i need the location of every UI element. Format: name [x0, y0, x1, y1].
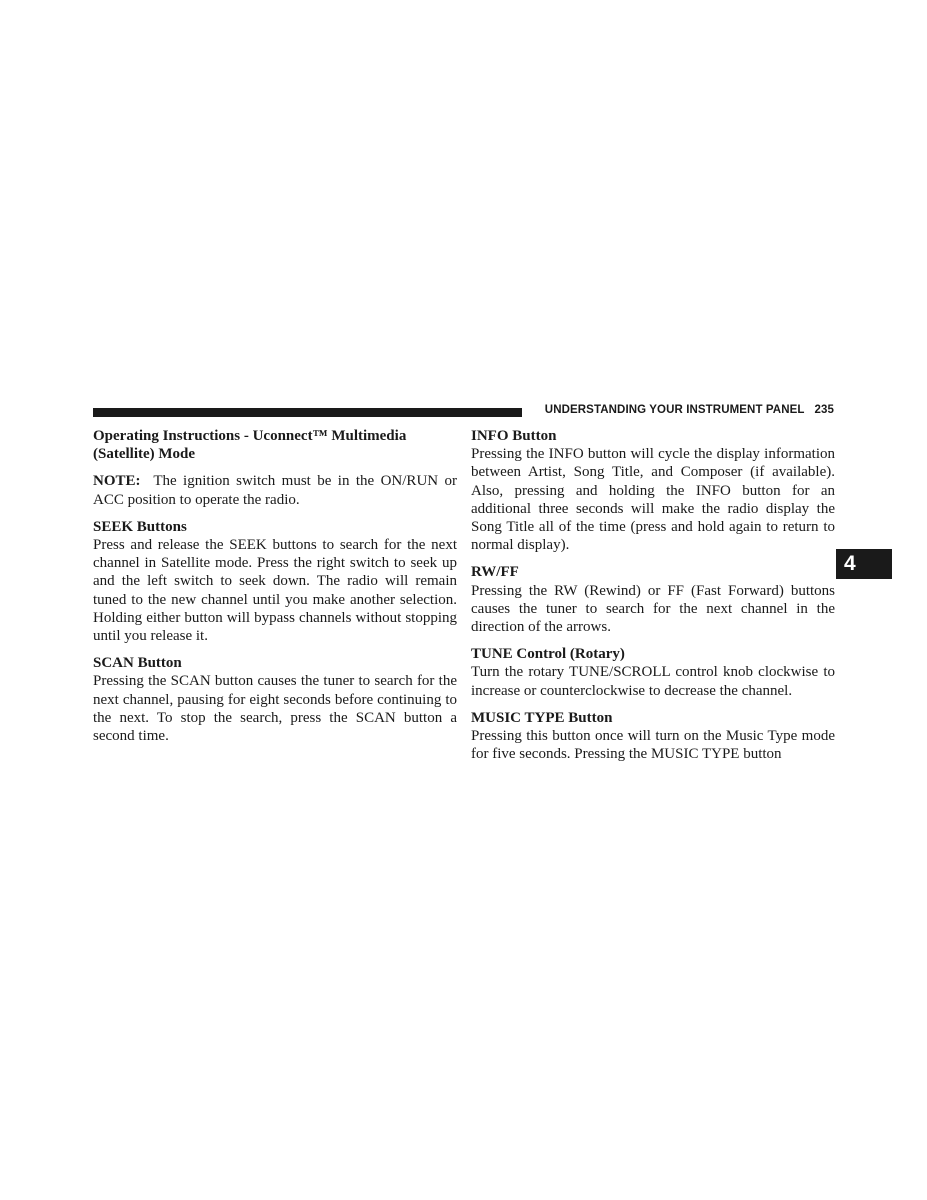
header-rule	[93, 408, 522, 417]
section-heading-line2: (Satellite) Mode	[93, 446, 196, 463]
tune-text: Turn the rotary TUNE/SCROLL control knob clockwise to increase or counterclockwise to decrease the channel.	[471, 664, 835, 699]
info-text: Pressing the INFO button will cycle the display information between Artist, Song Title, and Composer (if available). Also, pressing and holding the INFO button for an additional three seconds will make the radio display the Song Title all of the time (press and hold again to return to normal display).	[471, 446, 835, 554]
scan-text: Pressing the SCAN button causes the tuner to search for the next channel, pausing for eight seconds before continuing to the next. To stop the search, press the SCAN button a second time.	[93, 673, 457, 745]
left-column	[93, 427, 457, 745]
right-column	[471, 427, 835, 763]
music-type-heading: MUSIC TYPE Button	[471, 709, 613, 726]
page-number: 235	[814, 404, 834, 416]
music-type-text: Pressing this button once will turn on the Music Type mode for five seconds. Pressing the MUSIC TYPE button	[471, 728, 835, 763]
section-heading	[93, 427, 457, 463]
seek-heading: SEEK Buttons	[93, 518, 187, 535]
rwff-heading: RW/FF	[471, 564, 519, 581]
note-text: The ignition switch must be in the ON/RUN or ACC position to operate the radio.	[93, 473, 458, 508]
rwff-text: Pressing the RW (Rewind) or FF (Fast Forward) buttons causes the tuner to search for the next channel in the direction of the arrows.	[471, 582, 835, 636]
running-header	[530, 404, 834, 416]
note-label: NOTE:	[93, 473, 141, 490]
seek-text: Press and release the SEEK buttons to search for the next channel in Satellite mode. Press the right switch to seek up and the left switch to seek down. The radio will remain tuned to the new channel until you make another selection. Holding either button will bypass channels without stopping until you release it.	[93, 537, 457, 645]
scan-heading: SCAN Button	[93, 655, 182, 672]
section-heading-line1: Operating Instructions - Uconnect™ Multimedia	[93, 428, 407, 444]
chapter-tab: 4	[836, 549, 892, 579]
note-paragraph	[93, 472, 457, 508]
tune-heading: TUNE Control (Rotary)	[471, 646, 625, 663]
section-title: UNDERSTANDING YOUR INSTRUMENT PANEL	[544, 404, 805, 416]
info-heading: INFO Button	[471, 428, 557, 444]
